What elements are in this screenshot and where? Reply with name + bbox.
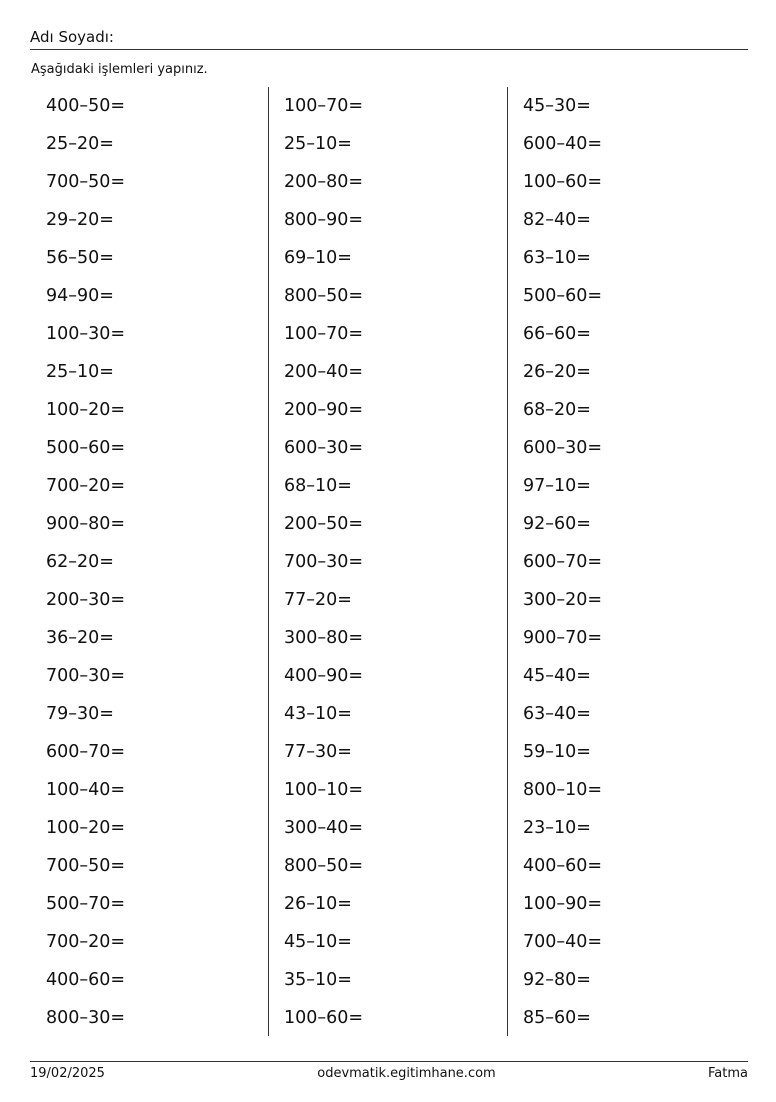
math-problem: 68–20= — [523, 400, 591, 420]
math-problem: 25–20= — [46, 134, 114, 154]
footer — [30, 1066, 748, 1081]
math-problem: 100–90= — [523, 894, 603, 914]
math-problem: 66–60= — [523, 324, 591, 344]
math-problem: 200–50= — [284, 514, 364, 534]
math-problem: 600–70= — [46, 742, 126, 762]
math-problem: 600–30= — [523, 438, 603, 458]
math-problem: 100–70= — [284, 96, 364, 116]
math-problem: 400–50= — [46, 96, 126, 116]
math-problem: 300–80= — [284, 628, 364, 648]
math-problem: 100–30= — [46, 324, 126, 344]
math-problem: 23–10= — [523, 818, 591, 838]
math-problem: 700–20= — [46, 932, 126, 952]
math-problem: 69–10= — [284, 248, 352, 268]
math-problem: 25–10= — [46, 362, 114, 382]
problem-column-2 — [269, 87, 508, 1036]
math-problem: 77–20= — [284, 590, 352, 610]
problem-columns — [30, 87, 748, 1036]
math-problem: 300–20= — [523, 590, 603, 610]
math-problem: 45–40= — [523, 666, 591, 686]
math-problem: 94–90= — [46, 286, 114, 306]
math-problem: 100–60= — [523, 172, 603, 192]
math-problem: 800–50= — [284, 286, 364, 306]
math-problem: 59–10= — [523, 742, 591, 762]
math-problem: 100–40= — [46, 780, 126, 800]
math-problem: 82–40= — [523, 210, 591, 230]
math-problem: 63–10= — [523, 248, 591, 268]
footer-website: odevmatik.egitimhane.com — [317, 1066, 496, 1081]
math-problem: 100–20= — [46, 400, 126, 420]
instruction-text: Aşağıdaki işlemleri yapınız. — [31, 62, 208, 77]
math-problem: 200–80= — [284, 172, 364, 192]
math-problem: 600–40= — [523, 134, 603, 154]
math-problem: 45–30= — [523, 96, 591, 116]
math-problem: 92–60= — [523, 514, 591, 534]
problem-column-3 — [508, 87, 747, 1036]
math-problem: 85–60= — [523, 1008, 591, 1028]
math-problem: 43–10= — [284, 704, 352, 724]
math-problem: 900–80= — [46, 514, 126, 534]
math-problem: 29–20= — [46, 210, 114, 230]
math-problem: 800–30= — [46, 1008, 126, 1028]
math-problem: 45–10= — [284, 932, 352, 952]
math-problem: 600–70= — [523, 552, 603, 572]
math-problem: 700–50= — [46, 172, 126, 192]
math-problem: 500–70= — [46, 894, 126, 914]
math-problem: 800–10= — [523, 780, 603, 800]
math-problem: 62–20= — [46, 552, 114, 572]
math-problem: 800–50= — [284, 856, 364, 876]
math-problem: 35–10= — [284, 970, 352, 990]
math-problem: 92–80= — [523, 970, 591, 990]
math-problem: 100–20= — [46, 818, 126, 838]
math-problem: 36–20= — [46, 628, 114, 648]
math-problem: 26–20= — [523, 362, 591, 382]
footer-date: 19/02/2025 — [30, 1066, 105, 1081]
math-problem: 500–60= — [46, 438, 126, 458]
math-problem: 900–70= — [523, 628, 603, 648]
math-problem: 25–10= — [284, 134, 352, 154]
footer-line — [30, 1061, 748, 1062]
math-problem: 100–60= — [284, 1008, 364, 1028]
math-problem: 700–50= — [46, 856, 126, 876]
math-problem: 700–30= — [284, 552, 364, 572]
math-problem: 200–30= — [46, 590, 126, 610]
math-problem: 700–40= — [523, 932, 603, 952]
math-problem: 600–30= — [284, 438, 364, 458]
math-problem: 68–10= — [284, 476, 352, 496]
name-line — [30, 49, 748, 50]
math-problem: 26–10= — [284, 894, 352, 914]
problem-column-1 — [30, 87, 269, 1036]
name-label: Adı Soyadı: — [30, 28, 114, 46]
math-problem: 700–20= — [46, 476, 126, 496]
math-problem: 79–30= — [46, 704, 114, 724]
math-problem: 500–60= — [523, 286, 603, 306]
math-problem: 77–30= — [284, 742, 352, 762]
math-problem: 400–60= — [46, 970, 126, 990]
math-problem: 800–90= — [284, 210, 364, 230]
math-problem: 200–90= — [284, 400, 364, 420]
math-problem: 97–10= — [523, 476, 591, 496]
math-problem: 400–60= — [523, 856, 603, 876]
math-problem: 300–40= — [284, 818, 364, 838]
math-problem: 100–70= — [284, 324, 364, 344]
footer-author: Fatma — [708, 1066, 748, 1081]
math-problem: 100–10= — [284, 780, 364, 800]
math-problem: 200–40= — [284, 362, 364, 382]
math-problem: 700–30= — [46, 666, 126, 686]
math-problem: 400–90= — [284, 666, 364, 686]
math-problem: 56–50= — [46, 248, 114, 268]
math-problem: 63–40= — [523, 704, 591, 724]
